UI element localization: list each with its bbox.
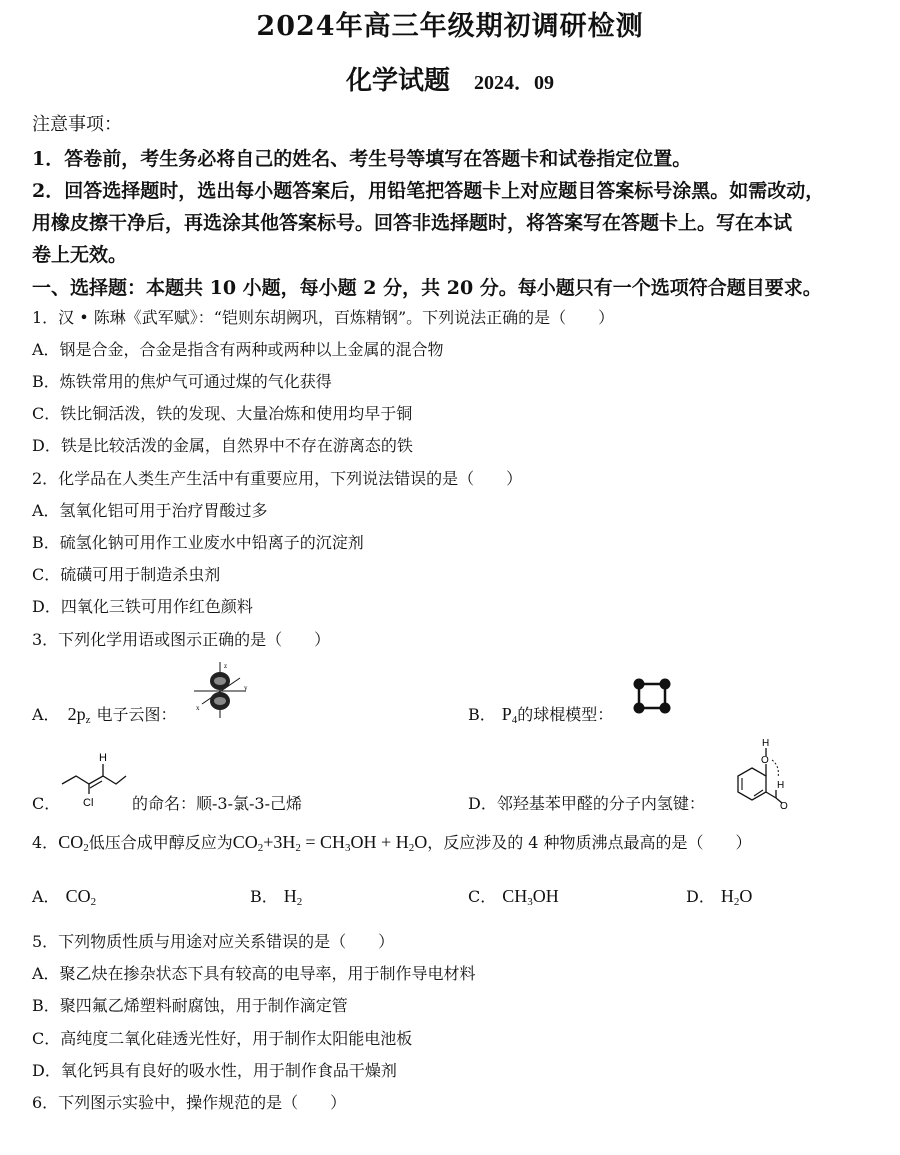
question-1-option-a: A．钢是合金，合金是指含有两种或两种以上金属的混合物	[32, 340, 444, 359]
question-3-option-c-label: C．	[32, 794, 61, 813]
svg-text:Cl: Cl	[83, 797, 94, 808]
notice-item-1: 1．答卷前，考生务必将自己的姓名、考生号等填写在答题卡和试卷指定位置。	[32, 148, 692, 170]
svg-text:y: y	[244, 684, 248, 692]
question-5-stem: 5．下列物质性质与用途对应关系错误的是（ ）	[32, 932, 395, 951]
question-5-option-d: D．氧化钙具有良好的吸水性，用于制作食品干燥剂	[32, 1061, 397, 1080]
question-5-option-c: C．高纯度二氧化硅透光性好，用于制作太阳能电池板	[32, 1029, 413, 1048]
question-3-option-a: A． $2p_z$ 电子云图：	[32, 704, 177, 726]
notice-item-2-line-2: 用橡皮擦干净后，再选涂其他答案标号。回答非选择题时，将答案写在答题卡上。写在本试	[32, 212, 793, 234]
question-3-option-c-text: 的命名：顺-3-氯-3-己烯	[132, 794, 302, 813]
question-4-option-d: D． $H_2O$	[686, 886, 753, 908]
exam-subtitle	[0, 60, 900, 97]
svg-text:x: x	[196, 704, 200, 712]
subject-name: 化学试题	[345, 66, 450, 96]
exam-date: 2024．09	[474, 72, 554, 94]
question-2-option-d: D．四氧化三铁可用作红色颜料	[32, 597, 253, 616]
svg-text:z: z	[224, 662, 228, 670]
notice-heading: 注意事项：	[32, 114, 122, 135]
question-4-option-c: C． $CH_3OH$	[468, 886, 559, 908]
question-2-option-b: B．硫氢化钠可用作工业废水中铅离子的沉淀剂	[32, 533, 364, 552]
reaction-equation: $CO_2+3H_2 = CH_3OH + H_2O$	[232, 832, 428, 854]
question-3-option-d: D．邻羟基苯甲醛的分子内氢键：	[468, 794, 705, 813]
exam-title: 2024年高三年级期初调研检测	[256, 11, 644, 42]
section-heading: 一、选择题：本题共 10 小题，每小题 2 分，共 20 分。每小题只有一个选项符合题目要求。	[32, 277, 822, 299]
question-2-option-c: C．硫磺可用于制造杀虫剂	[32, 565, 221, 584]
question-1-option-c: C．铁比铜活泼，铁的发现、大量冶炼和使用均早于铜	[32, 404, 413, 423]
question-4-option-b: B． $H_2$	[250, 886, 303, 908]
question-3-option-b: B． $P_4$的球棍模型：	[468, 704, 614, 726]
hexene-structure-image	[58, 750, 130, 808]
electron-cloud-2pz-image	[190, 660, 250, 720]
question-4-option-a: A． $CO_2$	[32, 886, 97, 908]
salicylaldehyde-hydrogen-bond-image	[732, 738, 792, 810]
notice-item-2-line-3: 卷上无效。	[32, 244, 128, 266]
question-6-stem: 6．下列图示实验中，操作规范的是（ ）	[32, 1093, 347, 1112]
question-1-option-b: B．炼铁常用的焦炉气可通过煤的气化获得	[32, 372, 332, 391]
question-5-option-a: A．聚乙炔在掺杂状态下具有较高的电导率，用于制作导电材料	[32, 964, 476, 983]
svg-text:H: H	[762, 738, 770, 749]
svg-text:O: O	[761, 755, 769, 766]
svg-text:O: O	[780, 801, 788, 810]
p4-ball-stick-model-image	[630, 675, 674, 717]
question-1-option-d: D．铁是比较活泼的金属，自然界中不存在游离态的铁	[32, 436, 413, 455]
question-2-stem: 2．化学品在人类生产生活中有重要应用，下列说法错误的是（ ）	[32, 469, 523, 488]
question-3-stem: 3．下列化学用语或图示正确的是（ ）	[32, 630, 331, 649]
question-4-stem: 4．$CO_2$低压合成甲醇反应为$CO_2+3H_2 = CH_3OH + H_2O$，反应涉及的 4 种物质沸点最高的是（ ）	[32, 832, 752, 854]
notice-item-2-line-1: 2．回答选择题时，选出每小题答案后，用铅笔把答题卡上对应题目答案标号涂黑。如需改动，	[32, 180, 825, 202]
svg-text:H: H	[777, 780, 785, 791]
question-1-stem: 1．汉 • 陈琳《武军赋》：“铠则东胡阙巩，百炼精钢”。下列说法正确的是（ ）	[32, 308, 615, 327]
svg-text:H: H	[99, 752, 107, 764]
question-2-option-a: A．氢氧化铝可用于治疗胃酸过多	[32, 501, 268, 520]
question-5-option-b: B．聚四氟乙烯塑料耐腐蚀，用于制作滴定管	[32, 996, 348, 1015]
